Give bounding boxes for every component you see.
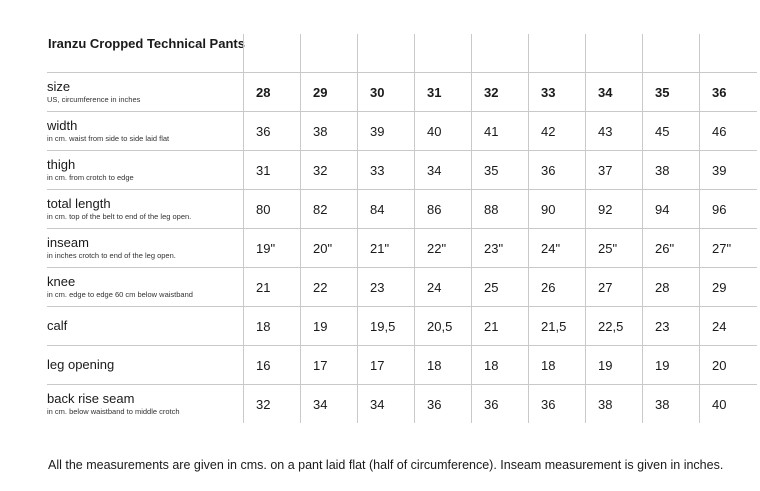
table-row <box>47 190 757 229</box>
row-label <box>47 190 244 229</box>
table-cell: 31 <box>415 73 472 112</box>
table-cell: 21,5 <box>529 307 586 346</box>
measurement-footnote: All the measurements are given in cms. on a pant laid flat (half of circumference). Inseam measurement is given in inches. <box>48 458 724 472</box>
table-cell: 24 <box>415 268 472 307</box>
row-name: leg opening <box>47 357 115 372</box>
size-chart-table <box>47 34 757 423</box>
header-cell <box>529 34 586 73</box>
table-cell: 20" <box>301 229 358 268</box>
table-cell: 31 <box>244 151 301 190</box>
table-cell: 26 <box>529 268 586 307</box>
table-cell: 22,5 <box>586 307 643 346</box>
row-name: width <box>47 118 78 133</box>
table-cell: 24 <box>700 307 757 346</box>
table-cell: 21 <box>244 268 301 307</box>
table-cell: 40 <box>700 385 757 424</box>
table-cell: 35 <box>643 73 700 112</box>
row-name: thigh <box>47 157 76 172</box>
table-cell: 33 <box>529 73 586 112</box>
table-cell: 38 <box>643 151 700 190</box>
table-cell: 84 <box>358 190 415 229</box>
table-row <box>47 346 757 385</box>
table-cell: 19 <box>301 307 358 346</box>
row-description: in cm. waist from side to side laid flat <box>47 134 170 143</box>
table-cell: 24" <box>529 229 586 268</box>
table-row <box>47 268 757 307</box>
table-cell: 36 <box>415 385 472 424</box>
table-cell: 19 <box>586 346 643 385</box>
table-cell: 20 <box>700 346 757 385</box>
row-description: in cm. edge to edge 60 cm below waistband <box>47 290 193 299</box>
table-cell: 28 <box>643 268 700 307</box>
table-cell: 45 <box>643 112 700 151</box>
table-cell: 23 <box>358 268 415 307</box>
chart-title: Iranzu Cropped Technical Pants <box>48 36 245 51</box>
table-cell: 23" <box>472 229 529 268</box>
table-row <box>47 151 757 190</box>
table-cell: 17 <box>301 346 358 385</box>
table-cell: 20,5 <box>415 307 472 346</box>
row-description: in inches crotch to end of the leg open. <box>47 251 176 260</box>
table-cell: 36 <box>244 112 301 151</box>
table-cell: 41 <box>472 112 529 151</box>
table-cell: 34 <box>301 385 358 424</box>
table-cell: 19" <box>244 229 301 268</box>
header-cell <box>415 34 472 73</box>
header-cell <box>643 34 700 73</box>
table-cell: 27" <box>700 229 757 268</box>
table-cell: 23 <box>643 307 700 346</box>
row-name: size <box>47 79 71 94</box>
table-cell: 27 <box>586 268 643 307</box>
row-label <box>47 385 244 424</box>
table-cell: 35 <box>472 151 529 190</box>
table-cell: 92 <box>586 190 643 229</box>
row-name: inseam <box>47 235 89 250</box>
row-label <box>47 346 244 385</box>
table-cell: 19,5 <box>358 307 415 346</box>
table-cell: 96 <box>700 190 757 229</box>
header-label-cell <box>47 34 244 73</box>
table-row <box>47 385 757 424</box>
table-cell: 36 <box>700 73 757 112</box>
table-cell: 43 <box>586 112 643 151</box>
table-cell: 32 <box>301 151 358 190</box>
table-cell: 32 <box>472 73 529 112</box>
row-name: knee <box>47 274 76 289</box>
table-cell: 16 <box>244 346 301 385</box>
table-cell: 18 <box>415 346 472 385</box>
table-cell: 34 <box>358 385 415 424</box>
table-cell: 29 <box>700 268 757 307</box>
table-cell: 34 <box>415 151 472 190</box>
table-cell: 26" <box>643 229 700 268</box>
row-label <box>47 268 244 307</box>
table-cell: 34 <box>586 73 643 112</box>
table-cell: 36 <box>529 385 586 424</box>
table-row <box>47 229 757 268</box>
table-cell: 38 <box>586 385 643 424</box>
table-cell: 30 <box>358 73 415 112</box>
table-cell: 19 <box>643 346 700 385</box>
table-cell: 33 <box>358 151 415 190</box>
table-cell: 22 <box>301 268 358 307</box>
row-description: in cm. top of the belt to end of the leg open. <box>47 212 192 221</box>
table-cell: 42 <box>529 112 586 151</box>
table-cell: 86 <box>415 190 472 229</box>
table-cell: 17 <box>358 346 415 385</box>
table-cell: 21 <box>472 307 529 346</box>
row-label <box>47 112 244 151</box>
table-cell: 36 <box>529 151 586 190</box>
row-description: US, circumference in inches <box>47 95 141 104</box>
table-cell: 25" <box>586 229 643 268</box>
table-cell: 38 <box>643 385 700 424</box>
table-cell: 46 <box>700 112 757 151</box>
table-row <box>47 73 757 112</box>
row-name: calf <box>47 318 68 333</box>
table-header-row <box>47 34 757 73</box>
header-cell <box>358 34 415 73</box>
header-cell <box>586 34 643 73</box>
row-label <box>47 307 244 346</box>
table-cell: 28 <box>244 73 301 112</box>
table-cell: 94 <box>643 190 700 229</box>
table-cell: 18 <box>244 307 301 346</box>
row-label <box>47 73 244 112</box>
table-cell: 18 <box>529 346 586 385</box>
table-cell: 21" <box>358 229 415 268</box>
header-cell <box>700 34 757 73</box>
table-cell: 90 <box>529 190 586 229</box>
row-description: in cm. from crotch to edge <box>47 173 134 182</box>
table-row <box>47 112 757 151</box>
table-cell: 40 <box>415 112 472 151</box>
header-cell <box>472 34 529 73</box>
table-cell: 82 <box>301 190 358 229</box>
table-cell: 88 <box>472 190 529 229</box>
row-label <box>47 229 244 268</box>
table-cell: 38 <box>301 112 358 151</box>
table-cell: 39 <box>700 151 757 190</box>
row-name: total length <box>47 196 111 211</box>
table-cell: 18 <box>472 346 529 385</box>
table-cell: 36 <box>472 385 529 424</box>
header-cell <box>301 34 358 73</box>
row-label <box>47 151 244 190</box>
table-cell: 29 <box>301 73 358 112</box>
row-name: back rise seam <box>47 391 135 406</box>
table-cell: 32 <box>244 385 301 424</box>
table-cell: 25 <box>472 268 529 307</box>
table-cell: 80 <box>244 190 301 229</box>
table-cell: 22" <box>415 229 472 268</box>
table-cell: 39 <box>358 112 415 151</box>
table-row <box>47 307 757 346</box>
table-cell: 37 <box>586 151 643 190</box>
row-description: in cm. below waistband to middle crotch <box>47 407 180 416</box>
header-cell <box>244 34 301 73</box>
